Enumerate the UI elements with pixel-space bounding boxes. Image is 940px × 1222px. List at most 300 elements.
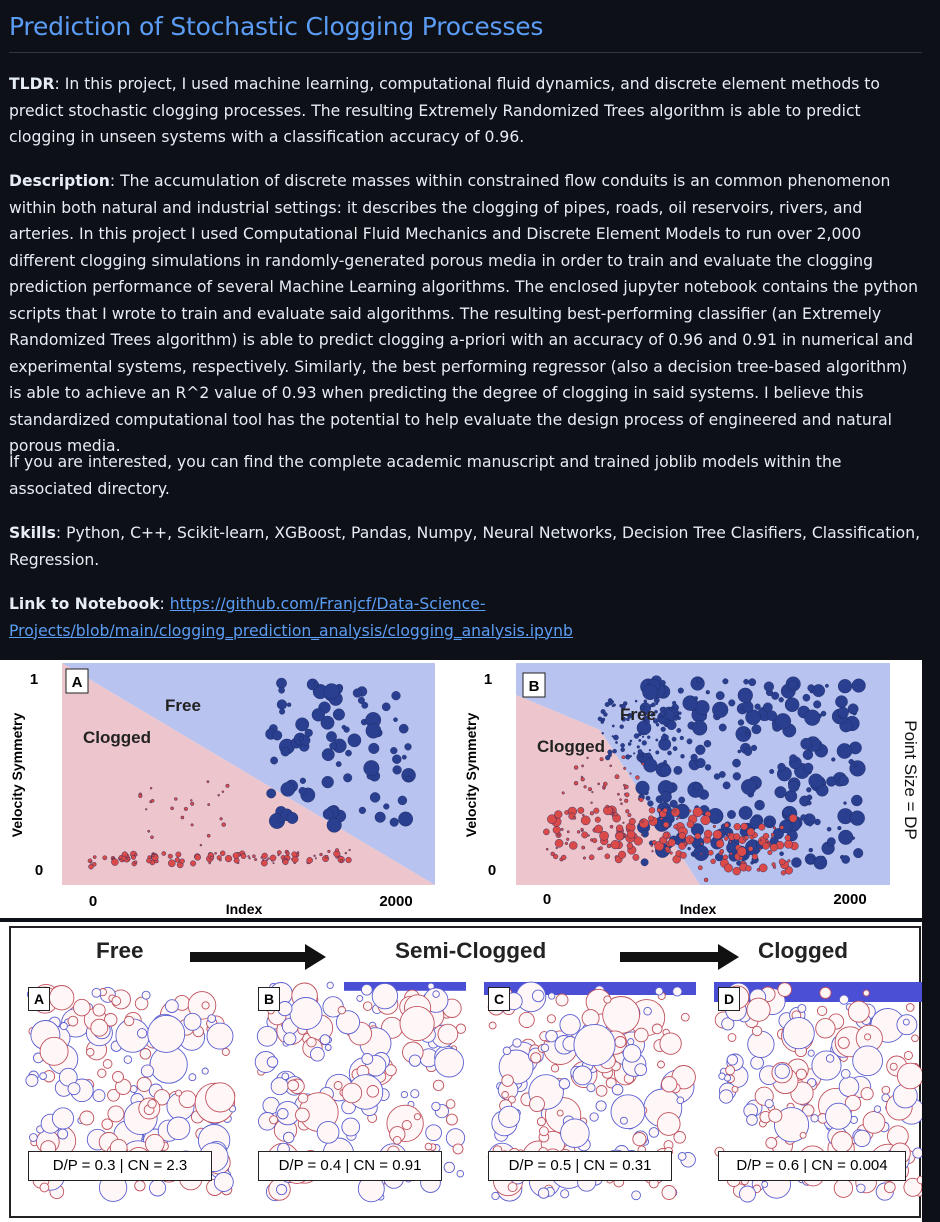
clogged-point [581,776,583,778]
grain-disc [783,1018,814,1049]
arrow-right-icon [190,944,326,970]
clogged-point [766,839,769,842]
free-point [276,678,286,688]
grain-disc [863,990,869,996]
clogged-point [207,781,209,783]
grain-disc [906,1004,914,1012]
clogged-point [581,816,590,825]
clogged-point [633,854,639,860]
grain-disc [270,1116,278,1124]
grain-disc [93,1004,105,1016]
clogged-point [277,850,281,854]
grain-disc [189,1074,196,1081]
grain-disc [673,987,682,996]
grain-disc [766,1137,777,1148]
free-point [691,754,698,761]
clogged-point [555,839,563,847]
clogged-point [546,848,548,850]
free-point [744,679,749,684]
grain-disc [334,1082,342,1090]
free-point [621,748,625,752]
clogged-point [629,818,636,825]
clogged-point [603,782,607,786]
grain-disc [206,1083,235,1112]
clogged-point [127,857,130,860]
free-point [299,736,303,740]
grain-disc [513,1039,521,1047]
clogged-point [724,823,729,828]
free-point [814,856,827,869]
clogged-point [724,836,728,840]
grain-disc [519,1012,534,1027]
grain-disc [826,1055,834,1063]
clogged-point [607,844,611,848]
grain-disc [402,1121,411,1130]
clogged-point [181,816,184,819]
free-point [644,759,658,773]
clogged-point [273,862,275,864]
free-point [660,765,672,777]
grain-disc [307,1038,316,1047]
free-point [807,856,814,863]
grain-disc [635,1064,647,1076]
grain-disc [604,996,611,1003]
clogged-point [600,831,609,840]
clogged-point [698,866,702,870]
panel-b-y-top: 1 [483,671,493,688]
grain-disc [752,1026,761,1035]
grain-disc [897,1063,922,1089]
free-point [605,755,610,760]
free-point [779,697,784,702]
grain-disc [367,1086,379,1098]
clogged-point [581,765,583,767]
grain-disc [26,1075,38,1087]
grain-disc [611,1095,645,1129]
clogged-point [191,824,194,827]
link-label: Link to Notebook [9,595,160,613]
free-point [751,745,757,751]
grain-disc [612,1084,623,1095]
grain-disc [202,1068,208,1074]
clogged-point [639,819,648,828]
grain-disc [282,1073,289,1080]
free-point [615,741,617,743]
clogged-point [615,775,619,779]
free-point [392,691,401,700]
clogged-point [678,816,680,818]
free-point [382,703,390,711]
free-point [749,679,756,686]
clogged-point [603,787,605,789]
free-point [673,746,677,750]
clogged-point [627,830,635,838]
clogged-point [152,855,154,857]
grain-disc [425,1143,432,1150]
free-point [323,809,334,820]
grain-disc [327,982,333,988]
stage-clogged-label: Clogged [758,938,848,963]
clogged-point [577,830,580,833]
clogged-point [610,765,612,767]
clogged-point [168,860,175,867]
grain-disc [357,995,363,1001]
clogged-point [651,845,653,847]
grain-disc [834,1179,852,1197]
grain-disc [854,1130,870,1146]
grain-disc [342,1083,362,1103]
free-point [366,723,381,738]
free-point [755,704,761,710]
free-point [780,852,784,856]
free-point [853,848,863,858]
grain-disc [655,987,663,995]
grain-disc [311,1047,325,1061]
grain-disc [547,1015,555,1023]
grain-disc [546,1030,558,1042]
free-point [322,748,334,760]
clogged-point [561,828,564,831]
free-point [813,701,821,709]
grain-disc [202,1002,209,1009]
grain-disc [853,1046,883,1076]
free-point [838,830,853,845]
grain-disc [278,1108,289,1119]
grain-disc [832,1132,853,1153]
free-point [642,736,644,738]
grain-disc [50,986,74,1010]
grain-disc [903,1019,909,1025]
free-point [646,796,650,800]
grain-disc [68,1016,78,1026]
grain-disc [531,1053,541,1063]
free-point [345,750,351,756]
free-point [789,755,797,763]
grain-disc [438,1024,458,1044]
free-point [688,847,691,850]
clogged-point [763,833,769,839]
grain-disc [728,1034,736,1042]
grain-disc [796,1069,806,1079]
grain-disc [765,1100,773,1108]
clogged-point [770,844,778,852]
free-point [679,797,685,803]
description-paragraph [9,168,924,460]
free-point [687,739,692,744]
grain-disc [426,1125,442,1141]
clogged-point [660,817,663,820]
grain-disc [817,1006,826,1015]
free-point [656,751,660,755]
clogged-point [627,843,633,849]
free-point [785,698,799,712]
clogged-point [582,832,588,838]
clogged-point [220,851,225,856]
grain-disc [362,1053,373,1064]
clogged-point [200,844,202,846]
clogged-point [594,808,600,814]
panel-d-caption: D/P = 0.6 | CN = 0.004 [718,1151,906,1181]
clogged-point [713,825,716,828]
grain-disc [826,1103,852,1129]
free-point [642,755,644,757]
clogged-point [727,833,730,836]
free-point [842,855,850,863]
grain-disc [644,1007,652,1015]
clogged-point [171,807,174,810]
free-point [696,758,706,768]
grain-disc [207,1023,233,1049]
grain-disc [414,1114,420,1120]
clogged-point [122,856,126,860]
panel-a-clogged-label: Clogged [83,728,151,747]
grain-disc [283,1132,294,1143]
free-point [742,701,753,712]
clogged-point [779,859,785,865]
free-point [852,679,866,693]
free-point [625,755,630,760]
free-point [692,721,707,736]
panel-a-y-bottom: 0 [34,862,44,879]
clogged-point [689,810,691,812]
title-divider [9,52,922,53]
clogged-point [771,837,773,839]
grain-disc [150,1180,166,1196]
clogged-point [687,821,694,828]
free-point [835,696,847,708]
clogged-point [148,830,150,832]
clogged-point [641,834,643,836]
clogged-point [215,852,217,854]
grain-disc [615,1037,626,1048]
free-point [375,812,386,823]
grain-disc [277,1185,287,1195]
grain-disc [798,1004,806,1012]
clogged-point [340,859,343,862]
free-point [671,707,674,710]
clogged-point [278,854,280,856]
clogged-point [679,832,686,839]
clogged-point [268,858,270,860]
clogged-point [649,807,655,813]
free-point [677,728,681,732]
free-point [838,826,842,830]
free-point [837,743,852,758]
grain-disc [541,1044,549,1052]
grain-disc [633,1133,646,1146]
panel-a-y-label: Velocity Symmetry [9,712,25,838]
free-point [766,819,773,826]
grain-disc [167,1117,190,1140]
grain-disc [68,1083,80,1095]
grain-disc [502,1092,509,1099]
clogged-point [598,783,600,785]
clogged-point [569,842,577,850]
clogged-point [328,850,331,853]
free-point [723,782,730,789]
grain-disc [298,1093,308,1103]
clogged-point [553,854,558,859]
free-point [638,749,643,754]
grain-disc [142,991,150,999]
grain-disc [499,1106,520,1127]
free-point [741,779,756,794]
free-point [801,738,812,749]
free-point [764,682,774,692]
grain-disc [839,995,848,1004]
free-point [744,748,752,756]
clogged-point [734,833,741,840]
grain-disc [372,983,397,1008]
grain-disc [657,1113,680,1136]
clogged-point [642,763,645,766]
free-point [771,692,779,700]
panel-b-label: B [528,678,540,695]
link-paragraph [9,591,924,644]
free-point [803,694,810,701]
grain-disc [561,1190,569,1198]
clogged-point [345,852,347,854]
grain-disc [320,1035,330,1045]
free-point [804,710,820,726]
clogged-point [219,859,221,861]
grain-disc [208,1015,216,1023]
clogged-point [673,809,676,812]
clogged-point [581,777,585,781]
panel-d-tag: D [718,987,740,1011]
clogged-point [184,807,188,811]
free-point [314,682,319,687]
clogged-point [748,846,753,851]
grain-disc [166,1000,179,1013]
clogged-point [249,857,251,859]
notebook-link-line2: Projects/blob/main/clogging_prediction_analysis/clogging_analysis.ipynb [9,621,573,640]
grain-disc [574,1024,615,1065]
clogged-point [587,757,589,759]
free-point [267,789,276,798]
free-point [326,731,336,741]
free-point [281,782,295,796]
free-point [327,818,342,833]
clogged-point [90,861,92,863]
grain-disc [677,1097,684,1104]
free-point [801,815,807,821]
clogged-point [208,803,210,805]
clogged-point [174,798,177,801]
grain-disc [446,1100,455,1109]
grain-disc [719,1090,732,1103]
grain-disc [904,1051,912,1059]
free-point [678,712,681,715]
clogged-point [618,851,626,859]
clogged-point [111,859,118,866]
clogged-point [737,847,746,856]
free-point [296,718,309,731]
clogged-point [615,832,623,840]
clogged-point [605,854,610,859]
clogged-point [591,802,593,804]
grain-disc [678,1153,686,1161]
free-point [322,776,334,788]
free-point [808,685,815,692]
grain-disc [652,1024,662,1034]
free-point [827,827,831,831]
free-point [809,774,824,789]
clogged-point [599,847,602,850]
clogged-point [145,808,147,810]
clogged-point [634,837,643,846]
clogged-point [663,833,669,839]
free-point [613,749,617,753]
free-point [788,781,799,792]
clogged-point [680,852,687,859]
grain-disc [727,1055,737,1065]
clogged-point [720,849,724,853]
free-point [677,716,680,719]
grain-disc [719,1073,725,1079]
grain-disc [660,1033,681,1054]
clogged-point [716,840,724,848]
clogged-point [307,857,313,863]
clogged-point [162,851,166,855]
grain-disc [884,1182,895,1193]
grain-disc [658,1061,665,1068]
grain-disc [811,1115,818,1122]
free-point [850,761,866,777]
grain-disc [561,1119,590,1148]
description-text: : The accumulation of discrete masses within constrained flow conduits is an common phenomenon within both natural and industrial settings: it describes the clogging of pipes, roads, oil reservoirs, rivers, and arteries. In this project I used Computational Fluid Mechanics and Discrete Element Models to run over 2,000 different clogging simulations in randomly-generated porous media in order to train and evaluate the clogging prediction performance of several Machine Learning algorithms. The enclosed jupyter notebook contains the python scripts that I wrote to train and evaluate said algorithms. The resulting best-performing classifier (an Extremely Randomized Trees algorithm) is able to predict clogging a-priori with an accuracy of 0.96 and 0.91 in numerical and experimental systems, respectively. Similarly, the best performing regressor (also a decision tree-based algorithm) is able to achieve an R^2 value of 0.93 when predicting the degree of clogging in said systems. I believe this standardized computational tool has the potential to help evaluate the design process of engineered and natural porous media. [9,172,919,455]
grain-disc [537,1118,545,1126]
free-point [336,761,341,766]
arrow-right-icon [620,944,739,970]
free-point [852,837,855,840]
clogged-point [734,823,741,830]
panel-a-y-top: 1 [29,671,39,688]
grain-disc [841,1069,850,1078]
clogged-point [759,824,766,831]
clogged-point [617,793,619,795]
clogged-point [635,776,639,780]
grain-disc [861,1088,873,1100]
free-point [804,763,814,773]
grain-disc [433,1080,443,1090]
clogged-point [773,826,776,829]
grain-disc [103,1060,112,1069]
clogged-point [241,854,246,859]
free-point [364,760,380,776]
grain-disc [732,1086,738,1092]
clogged-point [297,851,299,853]
grain-disc [857,1184,865,1192]
clogged-point [248,855,250,857]
clogged-point [583,857,586,860]
free-point [785,790,797,802]
clogged-point [565,842,568,845]
clogged-point [103,856,107,860]
grain-disc [433,991,440,998]
grain-disc [596,1101,606,1111]
clogged-point [558,834,560,836]
free-point [705,764,711,770]
free-point [827,838,835,846]
grain-disc [532,990,544,1002]
free-point [628,742,631,745]
free-point [775,786,787,798]
clogged-point [584,785,587,788]
clogged-point [254,858,257,861]
free-point [752,725,761,734]
free-point [681,754,685,758]
